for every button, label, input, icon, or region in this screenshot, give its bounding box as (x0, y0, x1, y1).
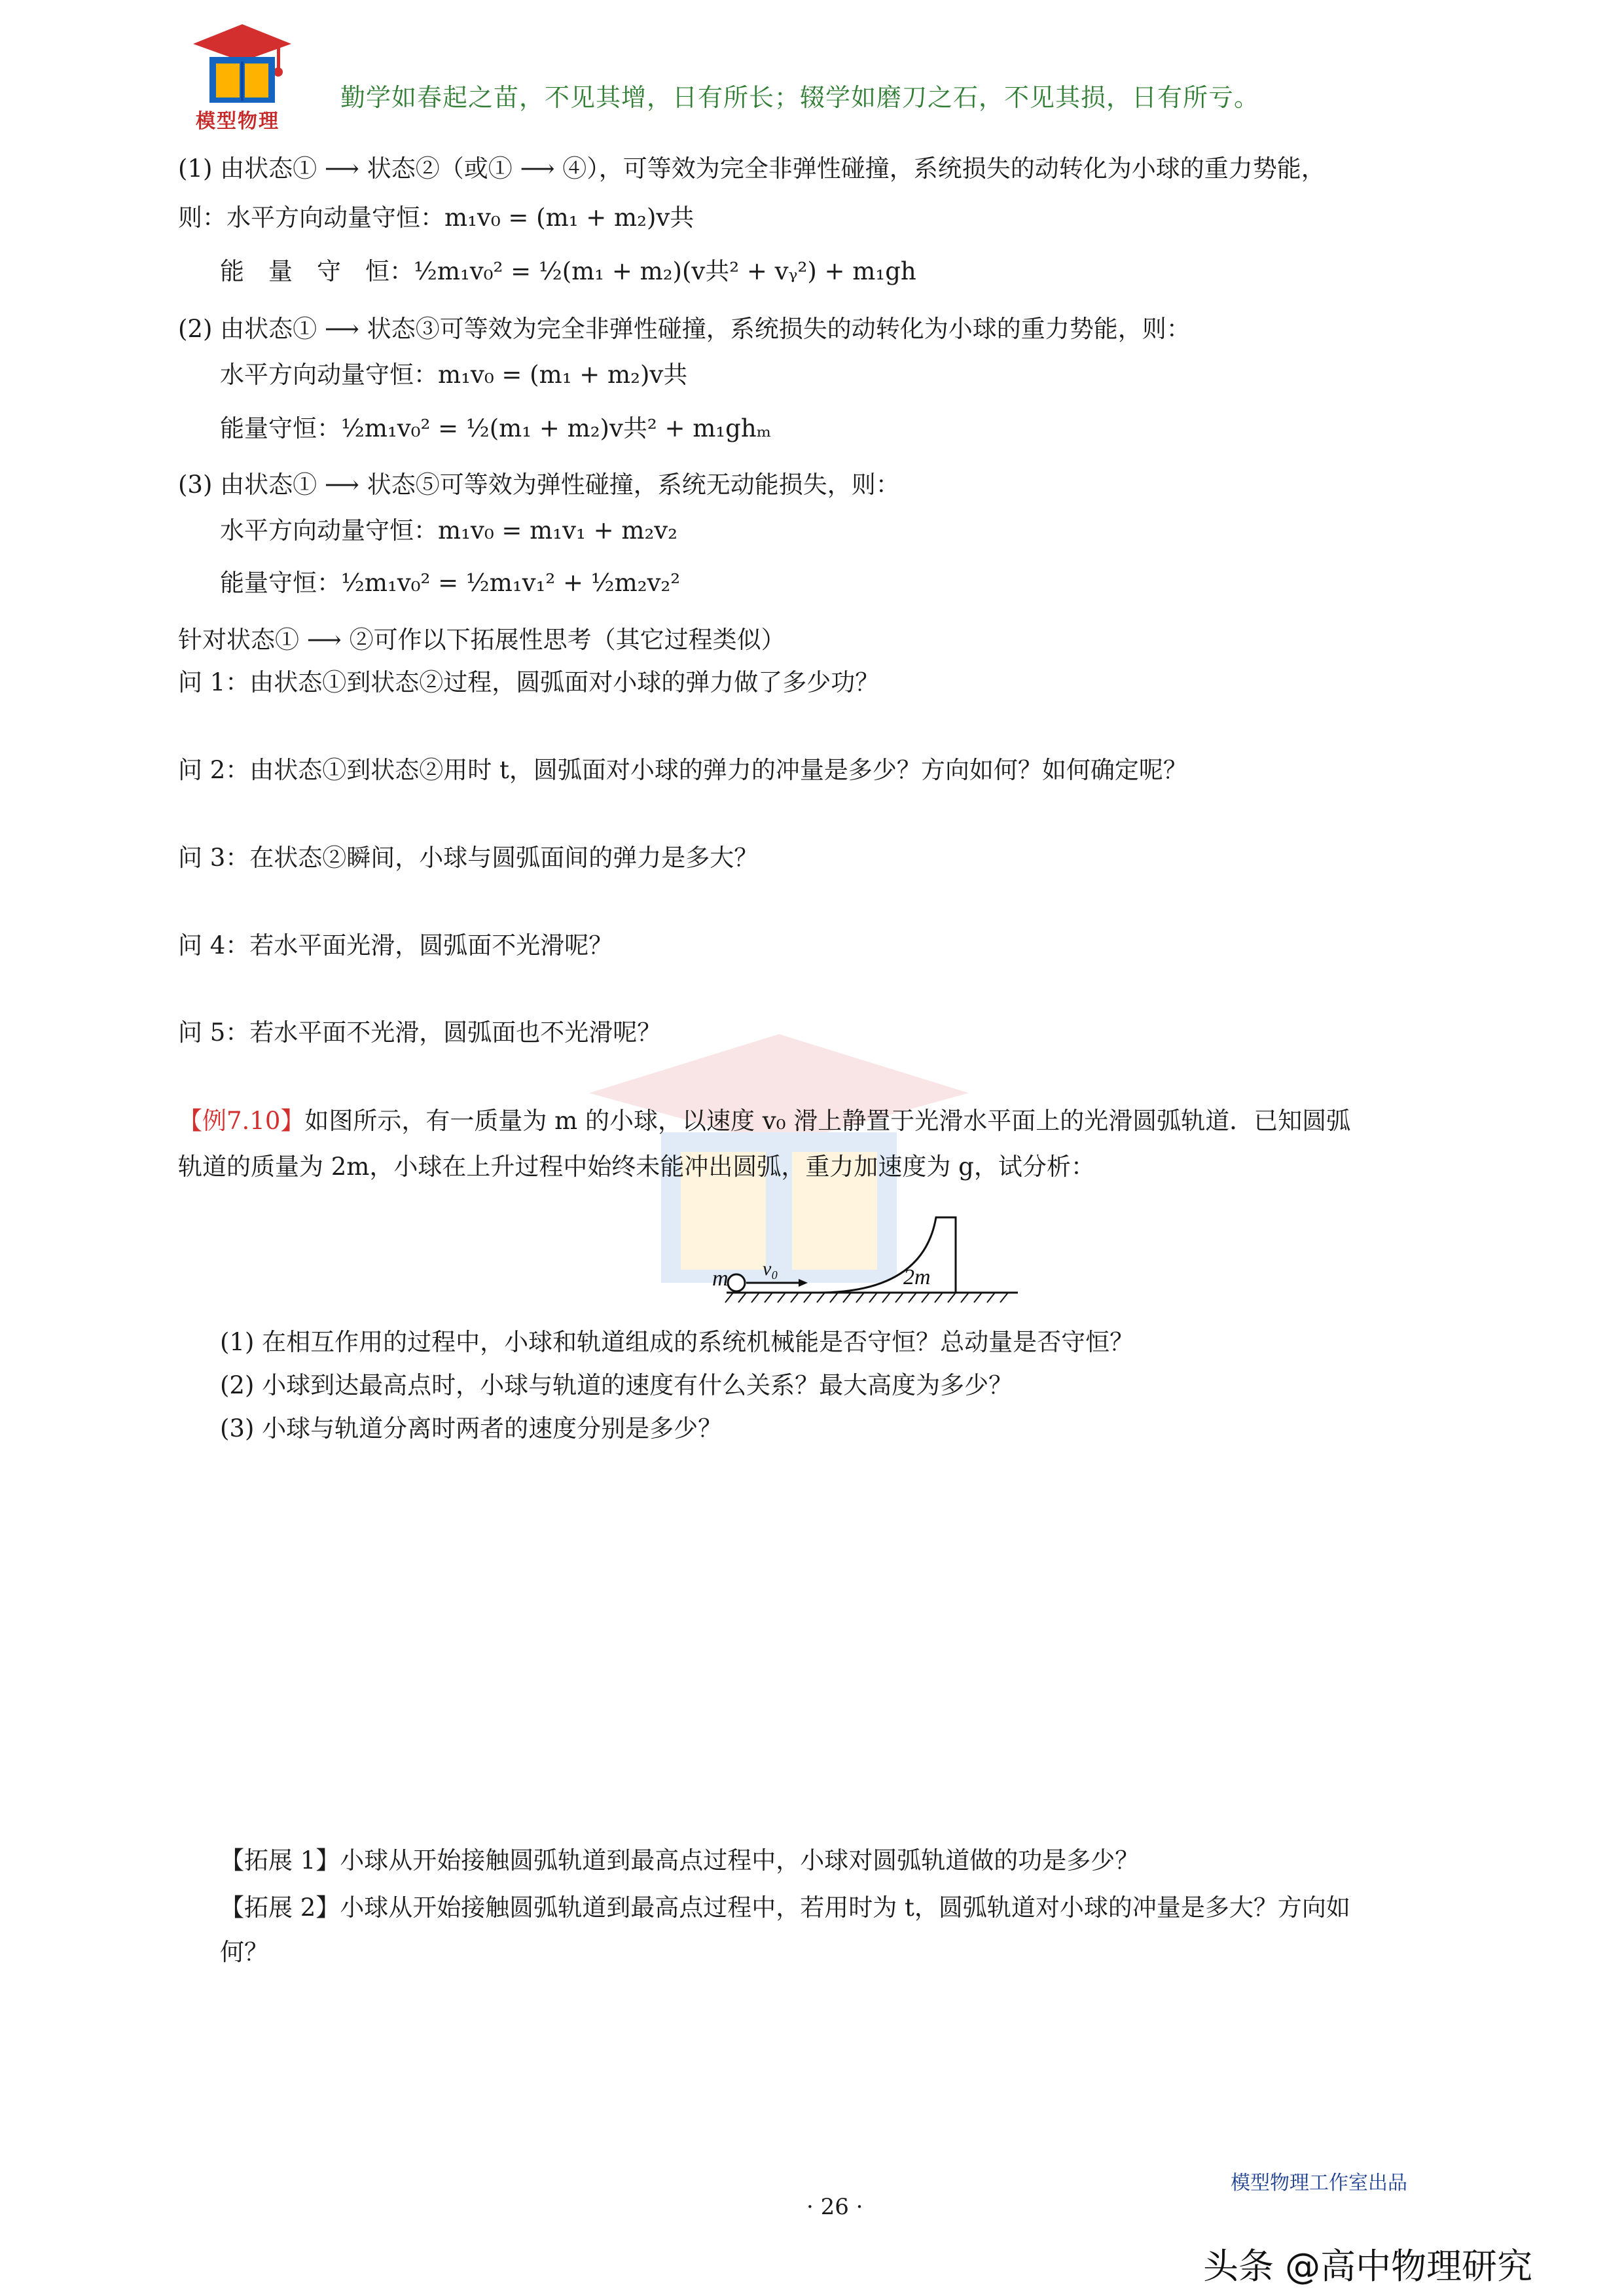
question-1: 问 1：由状态①到状态②过程，圆弧面对小球的弹力做了多少功？ (178, 668, 880, 696)
question-2: 问 2：由状态①到状态②用时 t，圆弧面对小球的弹力的冲量是多少？方向如何？如何确定呢？ (178, 756, 1187, 784)
header-motto: 勤学如春起之苗，不见其增，日有所长；辍学如磨刀之石，不见其损，日有所亏。 (340, 83, 1260, 112)
extension-1: 【拓展 1】小球从开始接触圆弧轨道到最高点过程中，小球对圆弧轨道做的功是多少？ (220, 1846, 1140, 1874)
p1-line1: (1) 由状态① ⟶ 状态②（或① ⟶ ④），可等效为完全非弹性碰撞，系统损失的动转化为小球的重力势能， (178, 154, 1326, 183)
page-number: · 26 · (806, 2194, 863, 2220)
p1-line3: 能 量 守 恒：½m₁v₀² = ½(m₁ + m₂)(v共² + vᵧ²) + m₁gh (220, 257, 916, 285)
logo (187, 21, 298, 132)
example-q2: (2) 小球到达最高点时，小球与轨道的速度有什么关系？最大高度为多少？ (220, 1371, 1013, 1399)
p3-line1: (3) 由状态① ⟶ 状态⑤可等效为弹性碰撞，系统无动能损失，则： (178, 471, 900, 499)
question-4: 问 4：若水平面光滑，圆弧面不光滑呢？ (178, 931, 613, 960)
example-text-1: 如图所示，有一质量为 m 的小球，以速度 v₀ 滑上静置于光滑水平面上的光滑圆弧轨道．已知圆弧 (304, 1107, 1351, 1135)
velocity-label: v₀ (763, 1258, 778, 1280)
p1-line2: 则：水平方向动量守恒：m₁v₀ = (m₁ + m₂)v共 (178, 204, 695, 232)
curved-track (818, 1217, 956, 1293)
example-figure (707, 1204, 1021, 1309)
track-label: 2m (903, 1265, 931, 1289)
logo-text: 模型物理 (196, 110, 280, 133)
studio-credit: 模型物理工作室出品 (1231, 2172, 1407, 2195)
question-5: 问 5：若水平面不光滑，圆弧面也不光滑呢？ (178, 1018, 662, 1047)
extension-2-line2: 何？ (220, 1938, 268, 1966)
question-3: 问 3：在状态②瞬间，小球与圆弧面间的弹力是多大？ (178, 844, 759, 872)
example-line1 (178, 1105, 1350, 1138)
p2-line2: 水平方向动量守恒：m₁v₀ = (m₁ + m₂)v共 (220, 361, 688, 389)
example-tag: 【例7.10】 (178, 1107, 305, 1135)
source-credit: 头条 @高中物理研究 (1203, 2246, 1533, 2287)
example-q1: (1) 在相互作用的过程中，小球和轨道组成的系统机械能是否守恒？总动量是否守恒？ (220, 1328, 1134, 1356)
extend-intro: 针对状态① ⟶ ②可作以下拓展性思考（其它过程类似） (178, 626, 785, 654)
p2-line3: 能量守恒：½m₁v₀² = ½(m₁ + m₂)v共² + m₁ghₘ (220, 414, 772, 442)
p3-line3: 能量守恒：½m₁v₀² = ½m₁v₁² + ½m₂v₂² (220, 569, 681, 597)
graduation-cap-logo-icon (187, 21, 298, 106)
ball-label: m (712, 1266, 729, 1291)
p3-line2: 水平方向动量守恒：m₁v₀ = m₁v₁ + m₂v₂ (220, 516, 678, 545)
extension-2-line1: 【拓展 2】小球从开始接触圆弧轨道到最高点过程中，若用时为 t，圆弧轨道对小球的冲量是多大？方向如 (220, 1893, 1350, 1922)
ball (728, 1274, 745, 1291)
example-line2: 轨道的质量为 2m，小球在上升过程中始终未能冲出圆弧，重力加速度为 g，试分析： (178, 1153, 1095, 1181)
example-q3: (3) 小球与轨道分离时两者的速度分别是多少？ (220, 1414, 723, 1443)
ball-track-diagram (707, 1204, 1021, 1309)
p2-line1: (2) 由状态① ⟶ 状态③可等效为完全非弹性碰撞，系统损失的动转化为小球的重力势能，则： (178, 315, 1191, 343)
